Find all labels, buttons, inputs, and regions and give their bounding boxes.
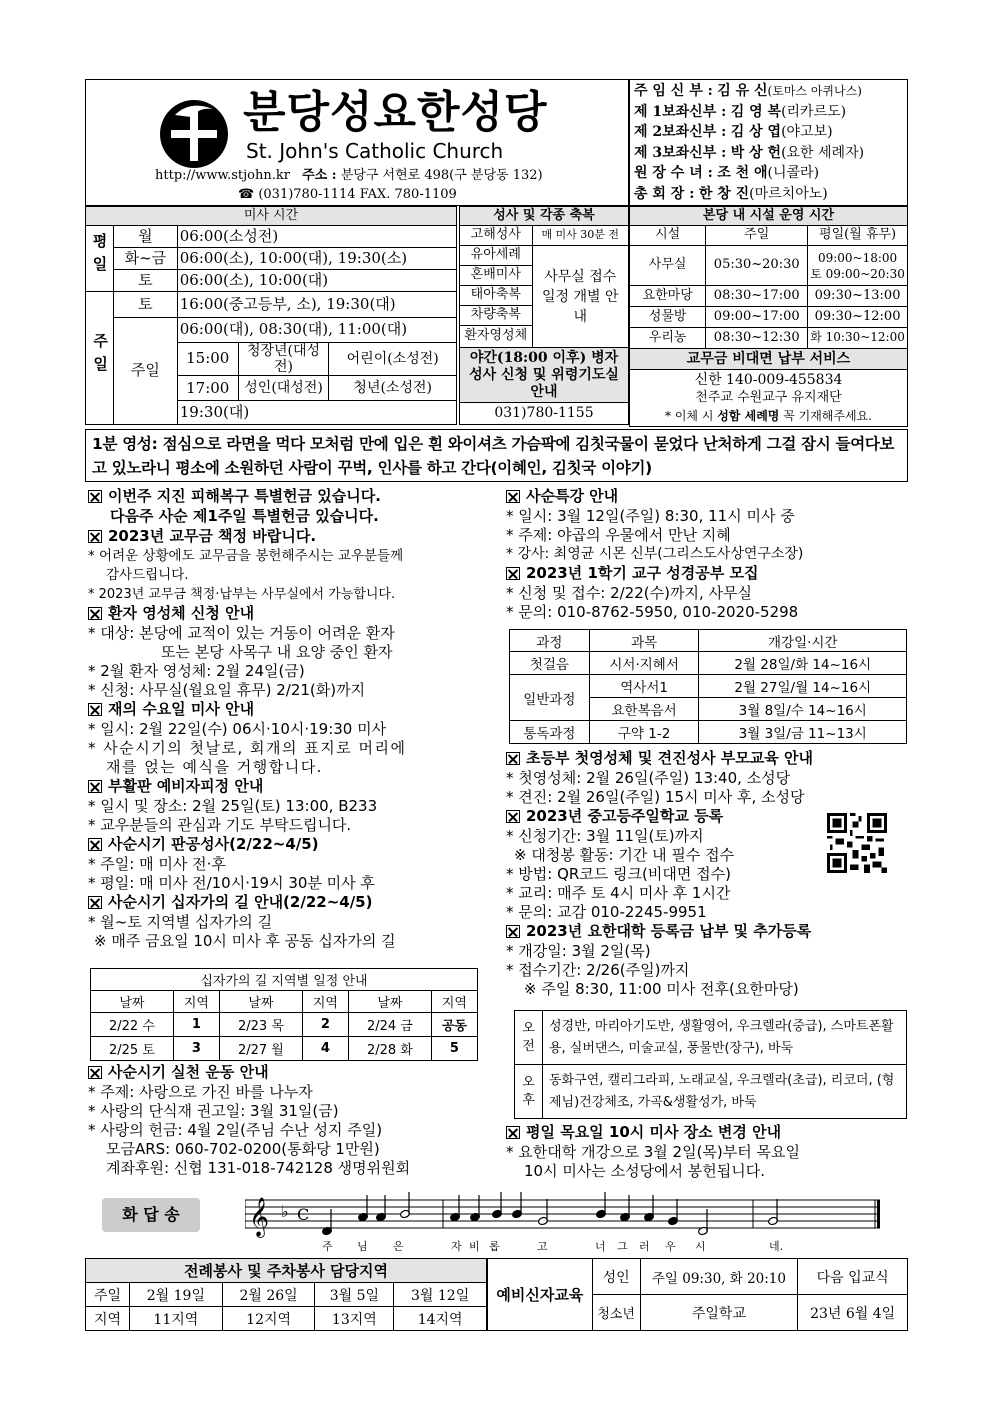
notice-heading: 2023년 중고등주일학교 등록 (506, 808, 908, 828)
facility-header: 주일 (706, 226, 808, 246)
mass-1700a: 성인(대성전) (238, 376, 329, 401)
facility-week: 09:30~13:00 (808, 286, 908, 307)
notice-item: * 접수기간: 2/26(주일)까지 (506, 962, 908, 981)
fee-holder: 천주교 수원교구 유지재단 (695, 390, 842, 405)
station-date: 2/22 수 (91, 1013, 174, 1037)
notice-item: * 견진: 2월 26일(주일) 15시 미사 후, 소성당 (506, 789, 908, 808)
bible-header: 과정 (510, 630, 590, 652)
staff-row: 제 2보좌신부 : 김 상 엽(야고보) (634, 124, 833, 140)
notice-item: * 문의: 교감 010-2245-9951 (506, 904, 908, 923)
notice-item: * 사순시기의 첫날로, 회개의 표지로 머리에 (88, 740, 483, 759)
notice-item: 10시 미사는 소성당에서 봉헌됩니다. (524, 1162, 766, 1180)
station-area: 5 (431, 1037, 477, 1061)
notice-item: 또는 본당 사목구 내 요양 중인 환자 (161, 643, 393, 661)
duty-row-label: 주일 (86, 1283, 130, 1307)
facility-name: 성물방 (630, 307, 706, 328)
night-phone: 031)780-1155 (460, 403, 629, 425)
college-am-label: 오전 (515, 1011, 543, 1065)
duty-date: 2월 26일 (222, 1283, 315, 1307)
bible-subject: 시서·지혜서 (589, 652, 699, 675)
catechumen-table (487, 1258, 908, 1331)
quote-box: 1분 영성: 점심으로 라면을 먹다 모처럼 만에 입은 흰 와이셔츠 가슴팍에 김칫국물이 묻었다 난처하게 그걸 잠시 들여다보고 있노라니 평소에 소원하던 사람이 꾸벅, 인사를 하고 간다(이혜인, 김칫국 이야기) (85, 429, 908, 482)
right-notices-3 (506, 1124, 908, 1182)
box-icon (88, 1066, 102, 1079)
notice-item: * 일시: 3월 12일(주일) 8:30, 11시 미사 중 (506, 508, 908, 527)
lyric: 자 (451, 1240, 462, 1253)
lyric: 우 (665, 1240, 676, 1253)
right-notices (506, 488, 908, 623)
sacrament-item: 유아세례 (460, 246, 533, 266)
bible-header: 개강일·시간 (699, 630, 907, 652)
station-date: 2/23 목 (219, 1013, 302, 1037)
notice-item: * 2023년 교무금 책정·납부는 사무실에서 가능합니다. (88, 586, 483, 605)
college-pm-label: 오후 (515, 1065, 543, 1119)
lyric: 롭 (489, 1240, 500, 1253)
notice-heading: 다음주 사순 제1주일 특별헌금 있습니다. (110, 507, 379, 525)
lyric: 그 (617, 1240, 628, 1253)
svg-text:C: C (297, 1205, 310, 1224)
sacrament-item: 태아축복 (460, 286, 533, 306)
svg-text:𝄞: 𝄞 (249, 1197, 270, 1237)
notice-item: * 방법: QR코드 링크(비대면 접수) (506, 866, 908, 885)
notice-item: * 개강일: 3월 2일(목) (506, 943, 908, 962)
bible-subject: 구약 1-2 (589, 721, 699, 744)
sunday-label: 주일 (86, 292, 114, 425)
address-label: 주소 : (302, 168, 337, 183)
notice-heading: 2023년 1학기 교구 성경공부 모집 (506, 565, 908, 585)
college-am-classes: 성경반, 마리아기도반, 생활영어, 우크렐라(중급), 스마트폰활용, 실버댄스, 미술교실, 풍물반(장구), 바둑 (542, 1011, 906, 1065)
lyric: 비 (469, 1240, 480, 1253)
fee-note: * 이체 시 성함 세례명 꼭 기재해주세요. (665, 409, 872, 423)
stations-title: 십자가의 길 지역별 일정 안내 (91, 969, 478, 991)
bible-time: 2월 28일/화 14~16시 (699, 652, 907, 675)
notice-item: * 어려운 상황에도 교무금을 봉헌해주시는 교우분들께 (88, 548, 483, 567)
sacrament-title: 성사 및 각종 축복 (460, 207, 629, 226)
duty-date: 2월 19일 (130, 1283, 223, 1307)
duty-row-label: 지역 (86, 1307, 130, 1331)
bible-subject: 요한복음서 (589, 698, 699, 721)
duty-area: 11지역 (130, 1307, 223, 1331)
bible-time: 3월 8일/수 14~16시 (699, 698, 907, 721)
notice-heading: 사순시기 실천 운동 안내 (88, 1064, 483, 1084)
facility-header: 평일(월 휴무) (808, 226, 908, 246)
stations-table (90, 968, 478, 1061)
notice-heading: 평일 목요일 10시 미사 장소 변경 안내 (506, 1124, 908, 1144)
sacrament-item: 혼배미사 (460, 266, 533, 286)
station-area: 공동 (431, 1013, 477, 1037)
notice-item: * 2월 환자 영성체: 2월 24일(금) (88, 663, 483, 682)
duty-date: 3월 5일 (315, 1283, 394, 1307)
notice-item: * 주일: 매 미사 전·후 (88, 856, 483, 875)
bible-study-table (509, 629, 907, 744)
box-icon (506, 810, 520, 823)
catechumen-youth-time: 주일학교 (640, 1295, 798, 1331)
notice-heading: 초등부 첫영성체 및 견진성사 부모교육 안내 (506, 750, 908, 770)
duty-area: 14지역 (394, 1307, 487, 1331)
facility-name: 우리농 (630, 328, 706, 349)
staff-row: 원 장 수 녀 : 조 천 애(니콜라) (634, 165, 820, 181)
time-1700: 17:00 (177, 376, 238, 401)
mass-1700b: 청년(소성전) (329, 376, 457, 401)
duty-title: 전례봉사 및 주차봉사 담당지역 (86, 1259, 487, 1283)
bible-subject: 역사서1 (589, 675, 699, 698)
duty-table (85, 1258, 487, 1331)
bible-header: 과목 (589, 630, 699, 652)
masthead-divider (628, 79, 630, 206)
lyric: 고 (537, 1240, 548, 1253)
station-date: 2/28 화 (348, 1037, 431, 1061)
left-notices (88, 488, 483, 952)
church-logo-icon (155, 95, 233, 173)
stations-header: 지역 (431, 991, 477, 1013)
box-icon (506, 752, 520, 765)
notice-item: * 문의: 010-8762-5950, 010-2020-5298 (506, 604, 908, 623)
station-area: 4 (302, 1037, 348, 1061)
college-pm-classes: 동화구연, 캘리그라피, 노래교실, 우크렐라(초급), 리코더, (형제님)건강체조, 가곡&생활성가, 바둑 (542, 1065, 906, 1119)
notice-item: * 신청 및 접수: 2/22(수)까지, 사무실 (506, 585, 908, 604)
sat-label: 토 (113, 270, 177, 292)
notice-item: ※ 매주 금요일 10시 미사 후 공동 십자가의 길 (94, 932, 396, 950)
notice-item: * 주제: 야곱의 우물에서 만난 지혜 (506, 527, 908, 546)
notice-heading: 사순특강 안내 (506, 488, 908, 508)
notice-item: * 주제: 사랑으로 가진 바를 나누자 (88, 1084, 483, 1103)
church-name-en: St. John's Catholic Church (246, 139, 504, 163)
svg-text:♭: ♭ (281, 1202, 289, 1221)
mass-1500a: 청장년(대성전) (238, 343, 329, 376)
notice-item: 모금ARS: 060-702-0200(통화당 1만원) (106, 1140, 380, 1158)
box-icon (88, 607, 102, 620)
notice-item: 계좌후원: 신협 131-018-742128 생명위원회 (106, 1159, 411, 1177)
box-icon (506, 925, 520, 938)
responsorial-label: 화 답 송 (102, 1198, 200, 1232)
bible-course: 일반과정 (510, 675, 590, 721)
notice-item: * 교우분들의 관심과 기도 부탁드립니다. (88, 817, 483, 836)
lyric: 님 (357, 1240, 368, 1253)
notice-item: 감사드립니다. (106, 567, 189, 583)
lyric: 너 (595, 1240, 606, 1253)
box-icon (88, 703, 102, 716)
box-icon (506, 490, 520, 503)
box-icon (88, 530, 102, 543)
mass-1500b: 어린이(소성전) (329, 343, 457, 376)
bible-time: 2월 27일/월 14~16시 (699, 675, 907, 698)
stations-header: 날짜 (219, 991, 302, 1013)
catechumen-youth: 청소년 (592, 1295, 640, 1331)
box-icon (506, 1126, 520, 1139)
staff-row: 주 임 신 부 : 김 유 신(토마스 아퀴나스) (634, 83, 862, 99)
notice-item: * 사랑의 단식재 권고일: 3월 31일(금) (88, 1103, 483, 1122)
notice-item: * 일시: 2월 22일(수) 06시·10시·19:30 미사 (88, 721, 483, 740)
mass-time-table (85, 206, 457, 425)
facility-header: 시설 (630, 226, 706, 246)
facility-sun: 08:30~12:30 (706, 328, 808, 349)
fee-title: 교무금 비대면 납부 서비스 (630, 349, 908, 370)
staff-row: 총 회 장 : 한 창 진(마르치아노) (634, 185, 828, 202)
weekday-label: 평일 (86, 226, 114, 292)
bible-course: 첫걸음 (510, 652, 590, 675)
notice-heading: 사순시기 판공성사(2/22~4/5) (88, 836, 483, 856)
notice-item: ※ 대청봉 활동: 기간 내 필수 접수 (514, 846, 735, 864)
catechumen-title: 예비신자교육 (488, 1259, 593, 1331)
staff-row: 제 1보좌신부 : 김 영 복(리카르도) (634, 103, 847, 120)
facility-week: 화 10:30~12:00 (808, 328, 908, 349)
tuefri-label: 화~금 (113, 248, 177, 270)
sun-label: 주일 (113, 318, 177, 425)
bible-course: 통독과정 (510, 721, 590, 744)
station-area: 3 (173, 1037, 219, 1061)
facility-sun: 09:00~17:00 (706, 307, 808, 328)
notice-item: * 요한대학 개강으로 3월 2일(목)부터 목요일 (506, 1144, 908, 1163)
station-date: 2/25 토 (91, 1037, 174, 1061)
bible-time: 3월 3일/금 11~13시 (699, 721, 907, 744)
qr-code-icon[interactable] (827, 813, 887, 873)
facility-name: 요한마당 (630, 286, 706, 307)
box-icon (88, 838, 102, 851)
lyric: 러 (639, 1240, 650, 1253)
notice-heading: 부활판 예비자피정 안내 (88, 778, 483, 798)
facility-sun: 08:30~17:00 (706, 286, 808, 307)
address: 분당구 서현로 498(구 분당동 132) (340, 168, 543, 183)
notice-item: * 첫영성체: 2월 26일(주일) 13:40, 소성당 (506, 770, 908, 789)
facility-name: 사무실 (630, 246, 706, 286)
lyric: 은 (393, 1240, 404, 1253)
lyric: 주 (322, 1240, 333, 1253)
duty-area: 13지역 (315, 1307, 394, 1331)
duty-area: 12지역 (222, 1307, 315, 1331)
notice-heading: 재의 수요일 미사 안내 (88, 701, 483, 721)
fee-info (630, 370, 908, 427)
notice-heading: 이번주 지진 피해복구 특별헌금 있습니다. (88, 488, 483, 508)
notice-item: * 강사: 최영균 시몬 신부(그리스도사상연구소장) (506, 546, 908, 565)
facility-week: 09:30~12:00 (808, 307, 908, 328)
next-entry-date: 23년 6월 4일 (798, 1295, 908, 1331)
sat2-time: 16:00(중고등부, 소), 19:30(대) (177, 292, 456, 318)
night-notice: 야간(18:00 이후) 병자성사 신청 및 위령기도실 안내 (460, 348, 629, 403)
station-date: 2/24 금 (348, 1013, 431, 1037)
stations-header: 날짜 (348, 991, 431, 1013)
notice-item: * 교리: 매주 토 4시 미사 후 1시간 (506, 885, 908, 904)
lyric: 네. (769, 1240, 784, 1253)
stations-header: 날짜 (91, 991, 174, 1013)
address-line (155, 168, 543, 184)
notice-item: ※ 주일 8:30, 11:00 미사 전후(요한마당) (524, 980, 799, 998)
mon-time: 06:00(소성전) (177, 226, 456, 248)
staff-list (634, 81, 906, 204)
next-entry-label: 다음 입교식 (798, 1259, 908, 1295)
notice-item: * 평일: 매 미사 전/10시·19시 30분 미사 후 (88, 875, 483, 894)
phone: ☎ (031)780-1114 FAX. 780-1109 (238, 187, 457, 202)
sat-time: 06:00(소), 10:00(대) (177, 270, 456, 292)
sacrament-item: 차량축복 (460, 306, 533, 326)
sacrament-table (459, 206, 629, 425)
stations-header: 지역 (173, 991, 219, 1013)
confession-time: 매 미사 30분 전 (532, 226, 628, 246)
sacrament-item: 환자영성체 (460, 326, 533, 348)
church-name: 분당성요한성당 (243, 87, 548, 138)
station-area: 2 (302, 1013, 348, 1037)
notice-heading: 환자 영성체 신청 안내 (88, 605, 483, 625)
notice-item: * 일시 및 장소: 2월 25일(토) 13:00, B233 (88, 798, 483, 817)
box-icon (88, 896, 102, 909)
box-icon (506, 567, 520, 580)
facility-week: 09:00~18:00 토 09:00~20:30 (808, 246, 908, 286)
mass-title: 미사 시간 (86, 207, 457, 226)
mon-label: 월 (113, 226, 177, 248)
notice-item: 재를 얹는 예식을 거행합니다. (106, 758, 323, 776)
notice-item: * 대상: 본당에 교적이 있는 거동이 어려운 환자 (88, 625, 483, 644)
hymn-lyrics (245, 1238, 885, 1254)
office-note: 사무실 접수 일정 개별 안내 (532, 246, 628, 348)
notice-heading: 사순시기 십자가의 길 안내(2/22~4/5) (88, 894, 483, 914)
college-table (514, 1010, 907, 1119)
sacrament-item: 고해성사 (460, 226, 533, 246)
notice-item: * 신청: 사무실(월요일 휴무) 2/21(화)까지 (88, 682, 483, 701)
right-notices-2 (506, 750, 908, 1000)
stations-header: 지역 (302, 991, 348, 1013)
facility-sun: 05:30~20:30 (706, 246, 808, 286)
facility-table (629, 206, 908, 427)
notice-item: * 월~토 지역별 십자가의 길 (88, 914, 483, 933)
catechumen-adult: 성인 (592, 1259, 640, 1295)
station-date: 2/27 월 (219, 1037, 302, 1061)
duty-date: 3월 12일 (394, 1283, 487, 1307)
notice-item: * 사랑의 헌금: 4월 2일(주님 수난 성지 주일) (88, 1122, 483, 1141)
box-icon (88, 780, 102, 793)
left-notices-2 (88, 1064, 483, 1179)
station-area: 1 (173, 1013, 219, 1037)
staff-row: 제 3보좌신부 : 박 상 헌(요한 세례자) (634, 144, 865, 161)
notice-heading: 2023년 교무금 책정 바랍니다. (88, 528, 483, 548)
notice-item: * 신청기간: 3월 11일(토)까지 (506, 828, 908, 847)
catechumen-adult-time: 주일 09:30, 화 20:10 (640, 1259, 798, 1295)
sun-time: 06:00(대), 08:30(대), 11:00(대) (177, 318, 456, 343)
time-1930: 19:30(대) (177, 401, 456, 425)
facility-title: 본당 내 시설 운영 시간 (630, 207, 908, 226)
box-icon (88, 490, 102, 503)
notice-heading: 2023년 요한대학 등록금 납부 및 추가등록 (506, 923, 908, 943)
lyric: 시 (695, 1240, 706, 1253)
website-link[interactable]: http://www.stjohn.kr (155, 168, 290, 183)
tuefri-time: 06:00(소), 10:00(대), 19:30(소) (177, 248, 456, 270)
time-1500: 15:00 (177, 343, 238, 376)
sat2-label: 토 (113, 292, 177, 318)
fee-account: 신한 140-009-455834 (694, 372, 843, 388)
